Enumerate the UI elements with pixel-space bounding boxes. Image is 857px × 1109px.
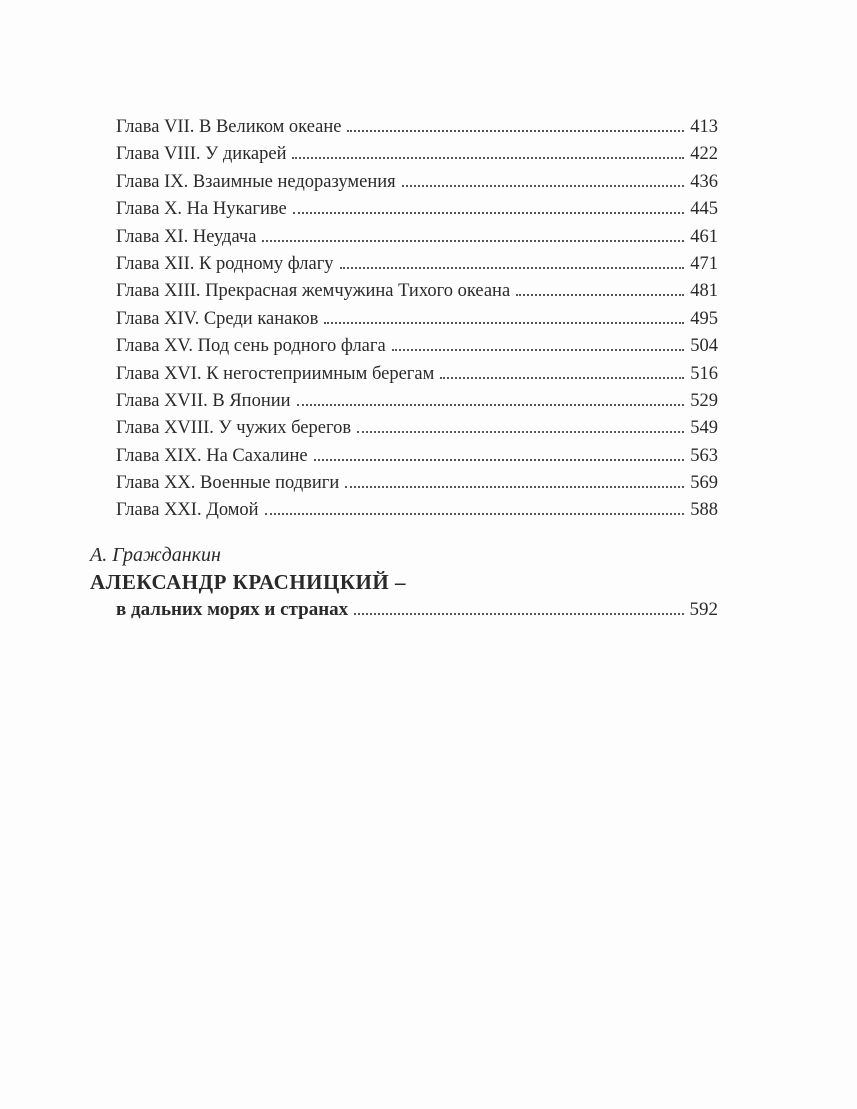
dot-leader: [292, 156, 684, 159]
dot-leader: [402, 184, 685, 187]
toc-entry-page: 563: [690, 445, 718, 466]
toc-entry: [116, 415, 718, 442]
toc-entry-page: 413: [690, 117, 718, 137]
toc-entry-page: 461: [690, 226, 718, 247]
afterword-subtitle: в дальних морях и странах: [116, 599, 349, 620]
toc-entry-title: Глава XI. Неудача: [116, 226, 257, 247]
toc-entry: [116, 333, 718, 360]
dot-leader: [340, 266, 685, 269]
toc-entry: [116, 196, 718, 223]
toc-entry: [116, 497, 718, 524]
toc-entry-page: 422: [690, 144, 718, 165]
toc-entry-title: Глава IX. Взаимные недоразумения: [116, 171, 396, 192]
toc-entry-title: Глава XVII. В Японии: [116, 390, 291, 411]
toc-entry-page: 471: [690, 253, 718, 274]
toc-entry: [116, 388, 718, 415]
toc-entry: [116, 306, 718, 333]
toc-entry-title: Глава XIV. Среди канаков: [116, 308, 319, 329]
toc-entry: [116, 278, 718, 305]
toc-entry-title: Глава XVIII. У чужих берегов: [116, 418, 352, 439]
toc-entry: [116, 224, 718, 251]
toc-entry: [116, 361, 718, 388]
afterword-subtitle-row: [90, 596, 718, 624]
dot-leader: [324, 321, 684, 324]
toc-entry-title: Глава XX. Военные подвиги: [116, 473, 340, 494]
dot-leader: [297, 403, 685, 406]
dot-leader: [347, 129, 684, 132]
toc-entry-title: Глава XV. Под сень родного флага: [116, 336, 386, 357]
dot-leader: [516, 293, 684, 296]
toc-entry: [116, 169, 718, 196]
toc-entry-page: 495: [690, 308, 718, 329]
toc-entry-page: 445: [690, 199, 718, 220]
toc-entry: [116, 251, 718, 278]
afterword-entry: [90, 542, 718, 624]
toc-entry-title: Глава XIX. На Сахалине: [116, 445, 308, 466]
afterword-page: 592: [689, 599, 718, 620]
toc-entry-title: Глава XVI. К негостеприимным берегам: [116, 363, 435, 384]
toc-entry-page: 516: [690, 363, 718, 384]
toc-entry-page: 436: [690, 171, 718, 192]
dot-leader: [354, 612, 683, 615]
dot-leader: [265, 512, 685, 515]
table-of-contents: [116, 114, 718, 525]
dot-leader: [262, 239, 684, 242]
toc-entry: [116, 470, 718, 497]
dot-leader: [345, 485, 684, 488]
dot-leader: [314, 458, 685, 461]
toc-entry-title: Глава XXI. Домой: [116, 500, 259, 521]
toc-entry: [116, 443, 718, 470]
toc-entry-page: 569: [690, 473, 718, 494]
dot-leader: [440, 376, 684, 379]
toc-entry-page: 549: [690, 418, 718, 439]
toc-entry-title: Глава XII. К родному флагу: [116, 253, 334, 274]
dot-leader: [392, 348, 685, 351]
toc-entry-page: 481: [690, 281, 718, 302]
toc-entry-page: 529: [690, 390, 718, 411]
toc-entry-page: 504: [690, 336, 718, 357]
toc-entry: [116, 114, 718, 141]
afterword-author: А. Гражданкин: [90, 544, 221, 566]
dot-leader: [293, 211, 685, 214]
toc-entry: [116, 141, 718, 168]
toc-entry-title: Глава X. На Нукагиве: [116, 199, 287, 220]
toc-entry-title: Глава XIII. Прекрасная жемчужина Тихого океана: [116, 281, 511, 302]
toc-entry-title: Глава VII. В Великом океане: [116, 117, 342, 137]
afterword-title: АЛЕКСАНДР КРАСНИЦКИЙ –: [90, 570, 406, 594]
toc-entry-title: Глава VIII. У дикарей: [116, 144, 287, 165]
dot-leader: [357, 430, 684, 433]
toc-entry-page: 588: [690, 500, 718, 521]
